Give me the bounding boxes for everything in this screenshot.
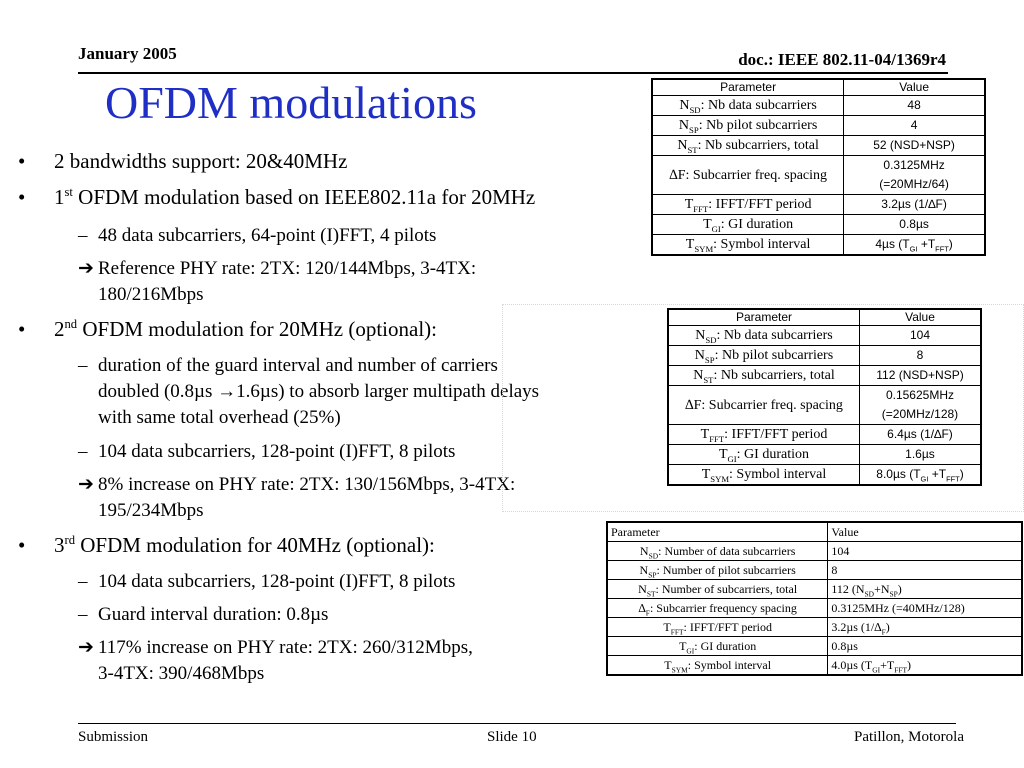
param-label: : Nb pilot subcarriers (698, 118, 818, 133)
value-cell (844, 136, 985, 156)
bullet-body: 8% increase on PHY rate: 2TX: 130/156Mbps, 3-4TX: (98, 474, 516, 495)
bullet-text (98, 353, 498, 379)
header-parameter: Parameter (668, 309, 859, 326)
footer-submission: Submission (78, 729, 149, 745)
param-label: : Nb subcarriers, total (713, 368, 835, 383)
table-row (607, 561, 1022, 580)
param-label: : Symbol interval (687, 658, 772, 672)
value-cell (859, 366, 981, 386)
parameter-cell (668, 366, 859, 386)
table-row (652, 116, 985, 136)
param-symbol: N (693, 368, 704, 383)
value-text: ) (959, 467, 964, 481)
ordinal-suffix: st (64, 185, 73, 199)
param-label: : Number of data subcarriers (658, 544, 796, 558)
value-subscript: FFT (894, 665, 908, 675)
param-label: : Subcarrier freq. spacing (685, 167, 828, 183)
parameter-cell (668, 465, 859, 486)
table-row (652, 136, 985, 156)
param-symbol: T (679, 639, 687, 653)
parameter-cell (652, 96, 844, 116)
value-cell (844, 215, 985, 235)
ordinal-suffix: rd (64, 533, 75, 547)
param-symbol: T (685, 237, 695, 252)
table-header-row (668, 309, 981, 326)
value-text: +T (880, 658, 895, 672)
table-row (607, 637, 1022, 656)
param-subscript: SP (648, 570, 657, 580)
parameter-cell (668, 445, 859, 465)
param-symbol: T (700, 427, 710, 442)
header-rule (78, 72, 948, 74)
param-subscript: ST (646, 589, 656, 599)
bullet-text (98, 405, 341, 431)
value-cell (828, 542, 1022, 561)
table-row (607, 599, 1022, 618)
footer-author: Patillon, Motorola (854, 729, 964, 745)
param-label: : Nb data subcarriers (700, 98, 817, 113)
table-row (668, 445, 981, 465)
header-value: Value (859, 309, 981, 326)
bullet-body: 180/216Mbps (98, 284, 204, 305)
value-cell (859, 346, 981, 366)
value-cell (828, 637, 1022, 656)
value-text: 3.2µs (1/∆ (831, 620, 882, 634)
value-cell (828, 618, 1022, 637)
value-cell (859, 386, 981, 425)
value-text: +N (874, 582, 890, 596)
value-cell (844, 156, 985, 195)
param-label: : Subcarrier freq. spacing (701, 397, 843, 413)
param-subscript: SP (689, 124, 699, 135)
param-subscript: SYM (710, 473, 730, 484)
table-row (668, 326, 981, 346)
param-symbol: T (718, 447, 728, 462)
table-header-row (652, 79, 985, 96)
value-subscript: GI (909, 244, 918, 254)
table-row (607, 542, 1022, 561)
value-text: 48 (907, 98, 921, 112)
table-20mhz-optional (667, 308, 982, 486)
param-symbol: N (639, 563, 649, 577)
bullet-marker: • (18, 149, 26, 173)
table-row (668, 465, 981, 486)
value-text: 104 (831, 544, 850, 558)
parameter-cell (668, 386, 859, 425)
value-subscript: F (881, 627, 886, 637)
value-text: 4.0µs (T (831, 658, 873, 672)
bullet-marker: – (78, 571, 88, 592)
param-subscript: ST (703, 374, 714, 385)
parameter-cell (607, 580, 828, 599)
param-label: : GI duration (736, 447, 809, 462)
bullet-body: 48 data subcarriers, 64-point (I)FFT, 4 pilots (98, 225, 437, 246)
bullet-marker: • (18, 533, 26, 557)
bullet-text (98, 635, 473, 661)
param-label: : Number of subcarriers, total (655, 582, 798, 596)
value-text: +T (917, 237, 936, 251)
parameter-cell (668, 346, 859, 366)
param-symbol: N (679, 98, 690, 113)
value-text: 4µs (T (875, 237, 910, 251)
value-cell (828, 580, 1022, 599)
param-symbol: N (639, 544, 649, 558)
table-row (668, 386, 981, 425)
value-text: 0.8µs (899, 217, 929, 231)
bullet-body: 117% increase on PHY rate: 2TX: 260/312Mbps, (98, 637, 473, 658)
value-text: +T (928, 467, 947, 481)
bullet-text (98, 661, 264, 687)
value-text: 112 (N (831, 582, 865, 596)
param-label: : Subcarrier frequency spacing (649, 601, 797, 615)
parameter-cell (652, 215, 844, 235)
param-symbol: N (678, 118, 690, 133)
value-cell (859, 326, 981, 346)
parameter-cell (652, 156, 844, 195)
value-text: ) (948, 237, 953, 251)
bullet-body: 104 data subcarriers, 128-point (I)FFT, 8 pilots (98, 571, 456, 592)
param-subscript: SYM (694, 243, 714, 254)
parameter-cell (607, 542, 828, 561)
bullet-text (98, 282, 204, 308)
header-parameter: Parameter (607, 522, 828, 542)
bullet-text (98, 256, 476, 282)
value-cell (828, 656, 1022, 676)
bullet-body: 104 data subcarriers, 128-point (I)FFT, 8 pilots (98, 441, 456, 462)
param-subscript: GI (727, 453, 737, 464)
param-symbol: ∆F (669, 167, 686, 183)
param-symbol: T (703, 217, 712, 232)
bullet-text (98, 472, 515, 498)
value-text: 0.15625MHz (=20MHz/128) (881, 388, 959, 421)
bullet-marker: – (78, 355, 88, 376)
bullet-text (98, 569, 455, 595)
value-text: ) (907, 658, 912, 672)
bullet-body: duration of the guard interval and number of carriers (98, 355, 498, 376)
param-label: : Nb data subcarriers (716, 328, 833, 343)
bullet-body: 2 bandwidths support: 20&40MHz (54, 149, 348, 173)
param-symbol: ∆ (638, 601, 646, 615)
bullet-body: with same total overhead (25%) (98, 407, 341, 428)
param-subscript: SP (704, 354, 715, 365)
bullet-body: OFDM modulation based on IEEE802.11a for 20MHz (72, 185, 536, 209)
value-text: ) (897, 582, 902, 596)
param-label: : IFFT/FFT period (708, 197, 812, 212)
bullet-body: 3-4TX: 390/468Mbps (98, 663, 265, 684)
ordinal-number: 1 (54, 185, 65, 209)
table-row (668, 346, 981, 366)
parameter-cell (607, 618, 828, 637)
ordinal-suffix: nd (64, 317, 78, 331)
table-row (652, 195, 985, 215)
value-cell (844, 195, 985, 215)
footer-rule (78, 723, 956, 724)
value-text: 1.6µs (905, 447, 935, 461)
parameter-cell (652, 195, 844, 215)
value-text: 112 (NSD+NSP) (876, 368, 964, 382)
bullet-text (98, 223, 436, 249)
bullet-marker: ➔ (78, 474, 94, 495)
param-label: : Nb pilot subcarriers (714, 348, 834, 363)
param-subscript: GI (711, 223, 721, 234)
param-label: : IFFT/FFT period (724, 427, 828, 442)
value-subscript: FFT (946, 474, 960, 484)
parameter-cell (652, 136, 844, 156)
bullet-body: Guard interval duration: 0.8µs (98, 604, 329, 625)
bullet-text (98, 439, 455, 465)
value-cell (828, 599, 1022, 618)
param-subscript: SD (705, 334, 717, 345)
bullet-body: 195/234Mbps (98, 500, 204, 521)
param-label: : Symbol interval (713, 237, 811, 252)
table-40mhz-optional (606, 521, 1023, 676)
value-subscript: SP (889, 589, 898, 599)
ordinal-number: 3 (54, 533, 65, 557)
bullet-text (98, 379, 539, 405)
param-symbol: N (695, 328, 706, 343)
bullet-body: OFDM modulation for 40MHz (optional): (75, 533, 435, 557)
param-subscript: FFT (670, 627, 684, 637)
parameter-cell (607, 637, 828, 656)
value-text: 8 (916, 348, 924, 362)
header-date: January 2005 (78, 44, 177, 63)
param-symbol: N (694, 348, 705, 363)
value-text: 0.3125MHz (=20MHz/64) (879, 158, 949, 191)
value-subscript: GI (872, 665, 881, 675)
parameter-cell (668, 425, 859, 445)
bullet-marker: • (18, 317, 26, 341)
param-label: : Nb subcarriers, total (697, 138, 819, 153)
bullet-marker: ➔ (78, 637, 94, 658)
param-subscript: GI (686, 646, 695, 656)
param-subscript: SD (689, 104, 701, 115)
parameter-cell (607, 656, 828, 676)
param-label: : Symbol interval (729, 467, 827, 482)
param-label: : Number of pilot subcarriers (656, 563, 796, 577)
param-subscript: ST (687, 144, 698, 155)
param-symbol: T (663, 620, 671, 634)
footer-slide-number: Slide 10 (487, 729, 537, 745)
bullet-marker: – (78, 604, 88, 625)
value-text: 52 (NSD+NSP) (873, 138, 955, 152)
value-cell (828, 561, 1022, 580)
parameter-cell (652, 116, 844, 136)
bullet-text (98, 498, 204, 524)
value-text: 104 (909, 328, 930, 342)
param-symbol: T (684, 197, 694, 212)
value-text: ) (885, 620, 890, 634)
value-subscript: GI (920, 474, 929, 484)
table-row (607, 580, 1022, 599)
param-subscript: F (645, 608, 650, 618)
table-row (607, 656, 1022, 676)
param-subscript: FFT (709, 433, 725, 444)
value-text: 8.0µs (T (876, 467, 921, 481)
header-parameter: Parameter (652, 79, 844, 96)
ordinal-number: 2 (54, 317, 65, 341)
bullet-marker: – (78, 225, 88, 246)
value-cell (844, 116, 985, 136)
table-row (652, 156, 985, 195)
bullet-text (54, 184, 535, 210)
param-symbol: ∆F (685, 397, 702, 413)
param-symbol: T (701, 467, 711, 482)
bullet-body: doubled (0.8µs →1.6µs) to absorb larger multipath delays (98, 381, 540, 402)
value-subscript: SD (864, 589, 875, 599)
param-label: : GI duration (720, 217, 794, 232)
param-label: : IFFT/FFT period (683, 620, 772, 634)
table-row (607, 618, 1022, 637)
value-cell (859, 425, 981, 445)
slide-title: OFDM modulations (105, 77, 477, 128)
table-row (668, 425, 981, 445)
parameter-cell (607, 599, 828, 618)
value-text: 8 (831, 563, 838, 577)
header-value: Value (828, 522, 1022, 542)
parameter-cell (652, 235, 844, 256)
bullet-marker: • (18, 185, 26, 209)
param-label: : GI duration (694, 639, 757, 653)
param-subscript: SYM (671, 665, 688, 675)
bullet-body: Reference PHY rate: 2TX: 120/144Mbps, 3-4TX: (98, 258, 477, 279)
table-header-row (607, 522, 1022, 542)
table-row (652, 215, 985, 235)
table-row (652, 235, 985, 256)
bullet-marker: ➔ (78, 258, 94, 279)
bullet-text (98, 602, 328, 628)
table-20mhz-standard (651, 78, 986, 256)
value-cell (859, 465, 981, 486)
table-row (652, 96, 985, 116)
bullet-text (54, 316, 437, 342)
value-subscript: FFT (935, 244, 949, 254)
header-doc-id: doc.: IEEE 802.11-04/1369r4 (738, 50, 946, 69)
value-cell (844, 96, 985, 116)
value-text: 0.8µs (831, 639, 858, 653)
value-text: 4 (910, 118, 918, 132)
header-value: Value (844, 79, 985, 96)
bullet-body: OFDM modulation for 20MHz (optional): (77, 317, 437, 341)
value-text: 6.4µs (1/∆F) (887, 427, 953, 441)
value-cell (859, 445, 981, 465)
bullet-text (54, 532, 435, 558)
bullet-marker: – (78, 441, 88, 462)
value-text: 3.2µs (1/∆F) (881, 197, 947, 211)
value-text: 0.3125MHz (=40MHz/128) (831, 601, 965, 615)
value-cell (844, 235, 985, 256)
param-subscript: SD (648, 551, 659, 561)
param-subscript: FFT (693, 203, 709, 214)
param-symbol: N (677, 138, 688, 153)
bullet-text (54, 148, 347, 174)
parameter-cell (607, 561, 828, 580)
parameter-cell (668, 326, 859, 346)
param-symbol: T (664, 658, 672, 672)
table-row (668, 366, 981, 386)
param-symbol: N (638, 582, 647, 596)
